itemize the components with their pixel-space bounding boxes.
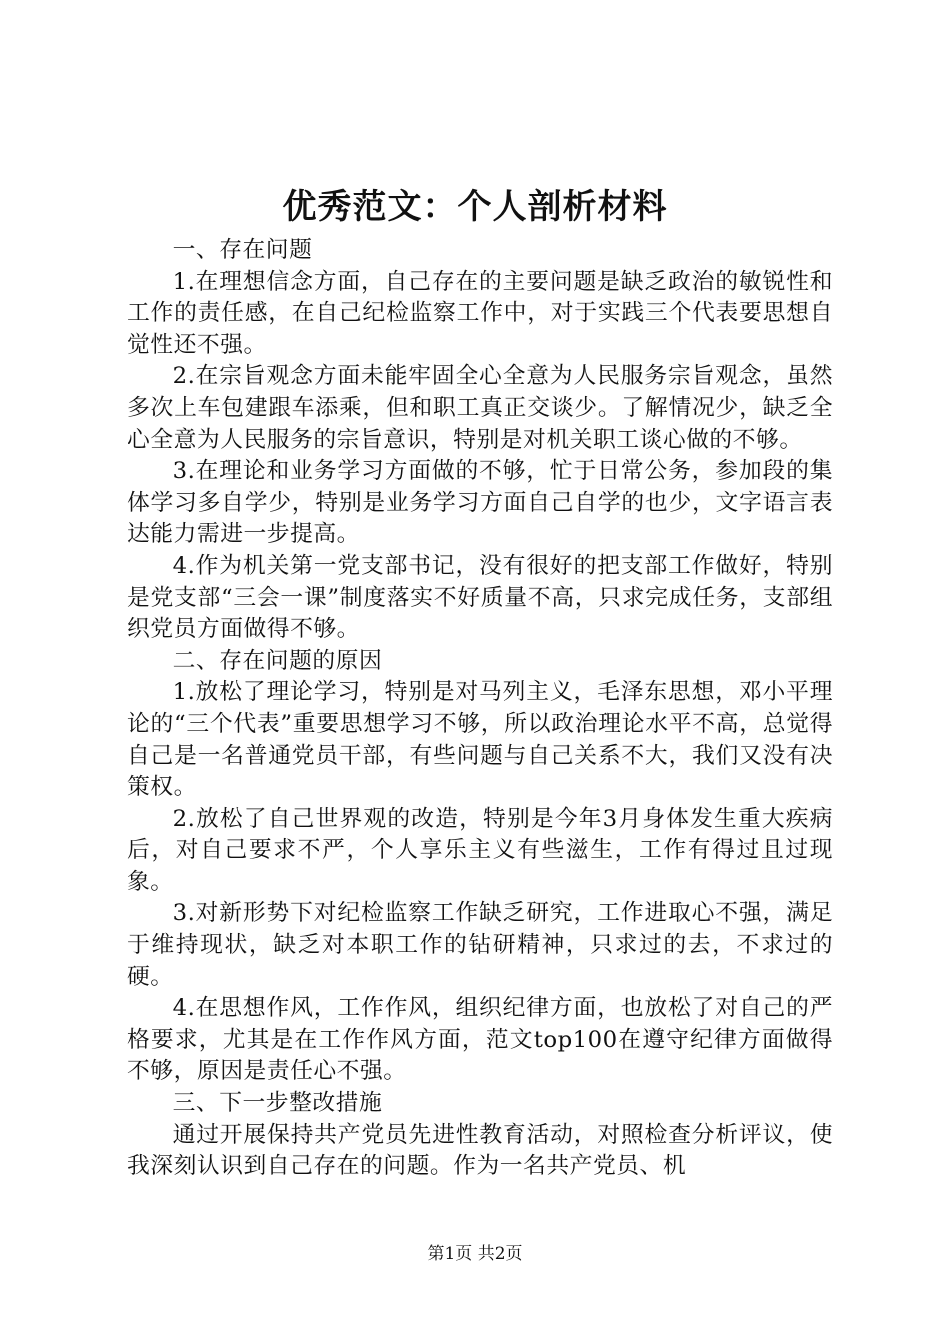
page-footer: 第1页 共2页 (427, 1244, 523, 1264)
paragraph: 3.在理论和业务学习方面做的不够，忙于日常公务，参加段的集体学习多自学少，特别是业务学习方面自己自学的也少，文字语言表达能力需进一步提高。 (127, 458, 833, 548)
paragraph: 4.在思想作风，工作作风，组织纪律方面，也放松了对自己的严格要求，尤其是在工作作风方面，范文top100在遵守纪律方面做得不够，原因是责任心不强。 (127, 995, 833, 1085)
paragraph: 2.放松了自己世界观的改造，特别是今年3月身体发生重大疾病后，对自己要求不严，个人享乐主义有些滋生，工作有得过且过现象。 (127, 805, 833, 895)
section-heading-measures: 三、下一步整改措施 (172, 1090, 383, 1117)
section-heading-causes: 二、存在问题的原因 (172, 647, 383, 674)
paragraph: 3.对新形势下对纪检监察工作缺乏研究，工作进取心不强，满足于维持现状，缺乏对本职工作的钻研精神，只求过的去，不求过的硬。 (127, 900, 833, 990)
document-body (127, 235, 833, 1183)
document-title: 优秀范文：个人剖析材料 (282, 187, 668, 227)
paragraph: 4.作为机关第一党支部书记，没有很好的把支部工作做好，特别是党支部“三会一课”制度落实不好质量不高，只求完成任务，支部组织党员方面做得不够。 (127, 552, 833, 643)
paragraph: 2.在宗旨观念方面未能牢固全心全意为人民服务宗旨观念，虽然多次上车包建跟车添乘，但和职工真正交谈少。了解情况少，缺乏全心全意为人民服务的宗旨意识，特别是对机关职工谈心做的不够。 (127, 363, 833, 453)
section-heading-problems: 一、存在问题 (172, 237, 313, 263)
paragraph: 1.放松了理论学习，特别是对马列主义，毛泽东思想，邓小平理论的“三个代表”重要思想学习不够，所以政治理论水平不高，总觉得自己是一名普通党员干部，有些问题与自己关系不大，我们又没有决策权。 (127, 679, 833, 801)
paragraph: 1.在理想信念方面，自己存在的主要问题是缺乏政治的敏锐性和工作的责任感，在自己纪检监察工作中，对于实践三个代表要思想自觉性还不强。 (127, 268, 833, 358)
paragraph: 通过开展保持共产党员先进性教育活动，对照检查分析评议，使我深刻认识到自己存在的问题。作为一名共产党员、机 (127, 1121, 833, 1180)
